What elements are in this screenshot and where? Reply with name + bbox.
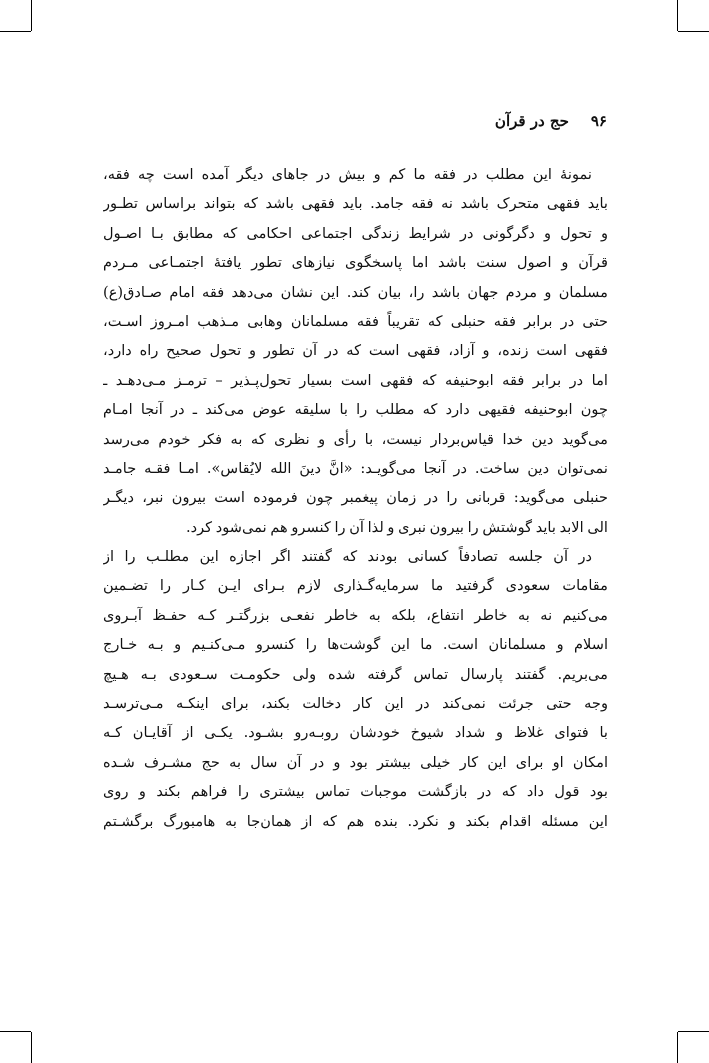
text-line: اما در برابر فقه ابوحنیفه که فقهی است بسیار تحول‌پـذیر – ترمـز مـی‌دهـد ـ <box>103 371 608 389</box>
page-number: ۹۶ <box>590 112 607 130</box>
text-line: این مسئله اقدام بکند و نکرد. بنده هم که از همان‌جا به هامبورگ برگشـتم <box>103 812 608 830</box>
crop-mark-top-right-horizontal <box>678 31 709 32</box>
text-line: فقهی است زنده، و آزاد، فقهی است که در آن تطور و تحول صحیح راه دارد، <box>103 342 608 360</box>
text-line: نمی‌توان دین ساخت. در آنجا می‌گویـد: «انَّ دینَ الله لایُقاس». امـا فقـه جامـد <box>103 459 608 477</box>
text-line: نمونهٔ این مطلب در فقه ما کم و بیش در جاهای دیگر آمده است چه فقه، <box>103 166 592 183</box>
crop-mark-bottom-left-vertical <box>31 1032 32 1063</box>
crop-mark-top-left-horizontal <box>0 31 31 32</box>
running-head <box>307 112 607 130</box>
crop-mark-bottom-right-vertical <box>677 1032 678 1063</box>
text-line: قرآن و اصول سنت باشد اما پاسخگوی نیازهای تطور یافتهٔ اجتمـاعی مـردم <box>103 254 608 272</box>
text-line: می‌گوید دین خدا قیاس‌بردار نیست، با رأی و نظری که به فکر خودم می‌رسد <box>103 430 608 448</box>
text-line: بود قول داد که در بازگشت موجبات تماس بیشتری را فراهم بکند و روی <box>103 783 608 801</box>
text-line: امکان او برای این کار خیلی بیشتر بود و در آن سال به حج مشـرف شـده <box>103 753 608 771</box>
text-line: و تحول و دگرگونی در شرایط زندگی اجتماعی احکامی که مطابق بـا اصـول <box>103 224 608 242</box>
text-line: حتی در برابر فقه حنبلی که تقریباً فقه مسلمانان وهابی مـذهب امـروز اسـت، <box>103 312 608 330</box>
text-line: مقامات سعودی گرفتید ما سرمایه‌گـذاری لازم بـرای ایـن کـار را تضـمین <box>103 577 608 595</box>
text-line: حنبلی می‌گوید: قربانی را در زمان پیغمبر چون فرموده است بیرون نبر، دیگـر <box>103 489 608 507</box>
text-line: در آن جلسه تصادفاً کسانی بودند که گفتند اگر اجازه این مطلـب را از <box>103 548 592 566</box>
text-line: می‌بریم. گفتند پارسال تماس گرفته شده ولی حکومـت سـعودی بـه هـیچ <box>103 665 608 683</box>
body-text <box>103 160 608 836</box>
crop-mark-bottom-right-horizontal <box>678 1031 709 1032</box>
text-line: چون ابوحنیفه فقیهی دارد که مطلب را با سلیقه عوض می‌کند ـ در آنجا امـام <box>103 401 608 419</box>
book-title: حج در قرآن <box>494 112 569 130</box>
text-line: الی الابد باید گوشتش را بیرون نبری و لذا آن را کنسرو هم نمی‌شود کرد. <box>185 518 608 536</box>
text-line: می‌کنیم نه به خاطر انتفاع، بلکه به خاطر نفعـی بزرگتـر کـه حفـظ آبـروی <box>103 606 608 624</box>
crop-mark-top-right-vertical <box>677 0 678 31</box>
text-line: باید فقهی متحرک باشد نه فقه جامد. باید فقهی باشد که بتواند براساس تطـور <box>103 195 608 213</box>
text-line: با فتوای غلاظ و شداد شیوخ خودشان روبـه‌رو بشـود. یکـی از آقایـان کـه <box>103 724 608 742</box>
crop-mark-top-left-vertical <box>31 0 32 31</box>
text-line: وجه حتی جرئت نمی‌کند در این کار دخالت بکند، برای اینکـه مـی‌ترسـد <box>103 695 608 713</box>
text-line: مسلمان و مردم جهان باشد را، بیان کند. این نشان می‌دهد فقه امام صـادق(ع) <box>103 283 608 301</box>
crop-mark-bottom-left-horizontal <box>0 1031 31 1032</box>
text-line: اسلام و مسلمانان است. ما این گوشت‌ها را کنسرو مـی‌کنـیم و بـه خـارج <box>103 636 608 654</box>
